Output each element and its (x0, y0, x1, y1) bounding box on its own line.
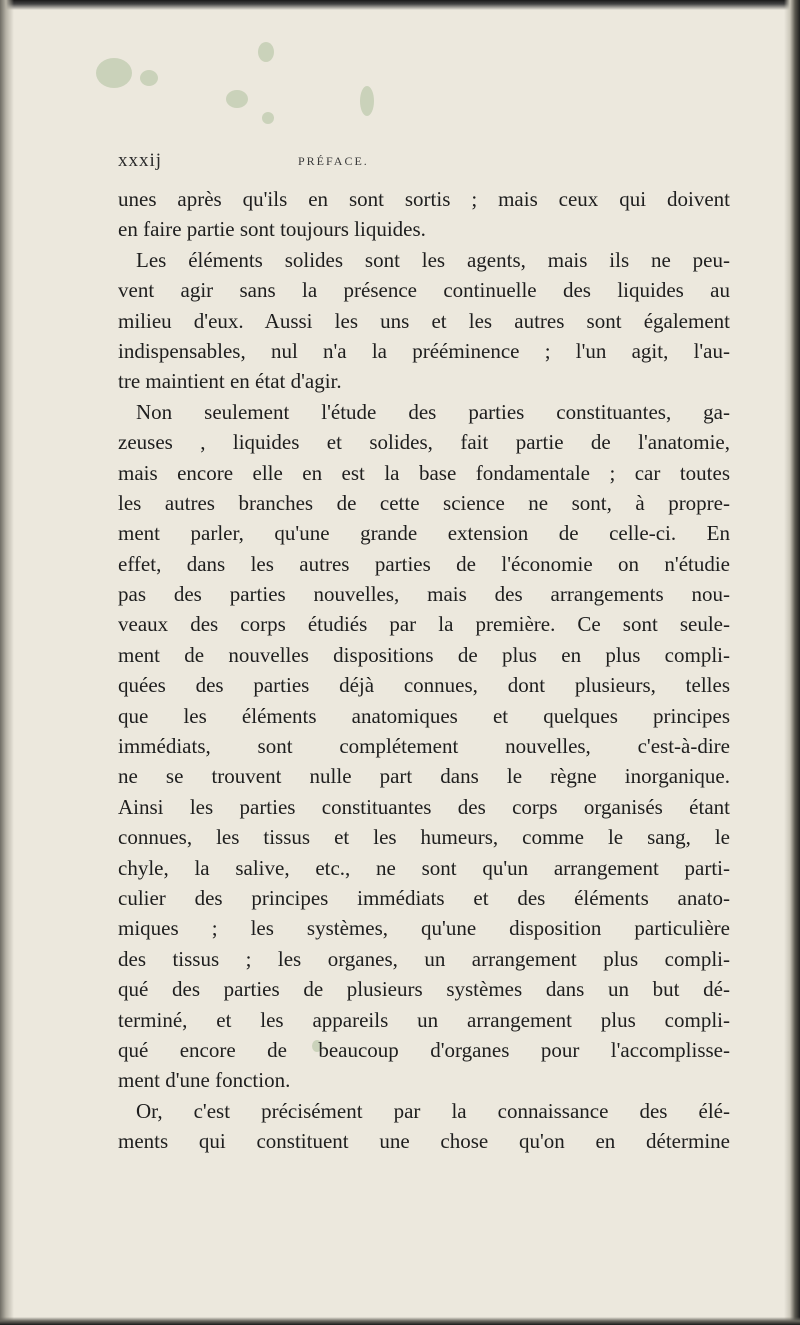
scan-top-shadow (0, 0, 800, 10)
scan-edge-right (784, 0, 800, 1325)
paper-stain (360, 86, 374, 116)
text-line: que les éléments anatomiques et quelques principes (118, 703, 730, 728)
text-line: mais encore elle en est la base fondamentale ; car toutes (118, 460, 730, 485)
text-line: Ainsi les parties constituantes des corps organisés étant (118, 794, 730, 819)
text-line: culier des principes immédiats et des éléments anato- (118, 885, 730, 910)
text-line: chyle, la salive, etc., ne sont qu'un arrangement parti- (118, 855, 730, 880)
text-line: Non seulement l'étude des parties constituantes, ga- (136, 399, 730, 424)
text-line: milieu d'eux. Aussi les uns et les autres sont également (118, 308, 730, 333)
text-line: ne se trouvent nulle part dans le règne inorganique. (118, 764, 730, 789)
text-line: terminé, et les appareils un arrangement plus compli- (118, 1007, 730, 1032)
body-text (118, 184, 730, 1157)
text-line: ment parler, qu'une grande extension de celle-ci. En (118, 521, 730, 546)
paper-stain (226, 90, 248, 108)
text-line: immédiats, sont complétement nouvelles, c'est-à-dire (118, 734, 730, 759)
scan-bottom-shadow (0, 1317, 800, 1325)
text-line: miques ; les systèmes, qu'une disposition particulière (118, 916, 730, 941)
text-line: unes après qu'ils en sont sortis ; mais ceux qui doivent (118, 187, 730, 211)
text-line: quées des parties déjà connues, dont plusieurs, telles (118, 673, 730, 698)
text-line: ment de nouvelles dispositions de plus en plus compli- (118, 642, 730, 667)
text-line: Les éléments solides sont les agents, mais ils ne peu- (136, 247, 730, 272)
text-line: en faire partie sont toujours liquides. (118, 217, 426, 242)
text-line: zeuses , liquides et solides, fait partie de l'anatomie, (118, 430, 730, 455)
running-head: PRÉFACE. (298, 154, 369, 168)
text-line: ment d'une fonction. (118, 1068, 291, 1093)
paper-stain (262, 112, 274, 124)
paper-stain (96, 58, 132, 88)
text-line: qué des parties de plusieurs systèmes dans un but dé- (118, 977, 730, 1002)
text-line: vent agir sans la présence continuelle des liquides au (118, 278, 730, 303)
paper-stain (140, 70, 158, 86)
text-line: tre maintient en état d'agir. (118, 369, 342, 394)
text-line: veaux des corps étudiés par la première. Ce sont seule- (118, 612, 730, 637)
text-line: qué encore de beaucoup d'organes pour l'accomplisse- (118, 1037, 730, 1062)
text-line: Or, c'est précisément par la connaissance des élé- (136, 1098, 730, 1123)
text-line: ments qui constituent une chose qu'on en détermine (118, 1129, 730, 1154)
text-line: connues, les tissus et les humeurs, comme le sang, le (118, 825, 730, 850)
text-line: effet, dans les autres parties de l'économie on n'étudie (118, 551, 730, 576)
text-line: des tissus ; les organes, un arrangement plus compli- (118, 946, 730, 971)
text-line: indispensables, nul n'a la prééminence ; l'un agit, l'au- (118, 338, 730, 363)
binding-edge-left (0, 0, 14, 1325)
text-line: les autres branches de cette science ne sont, à propre- (118, 490, 730, 515)
page-number: xxxij (118, 150, 163, 171)
text-line: pas des parties nouvelles, mais des arrangements nou- (118, 582, 730, 607)
paper-stain (258, 42, 274, 62)
page-header (118, 150, 718, 174)
